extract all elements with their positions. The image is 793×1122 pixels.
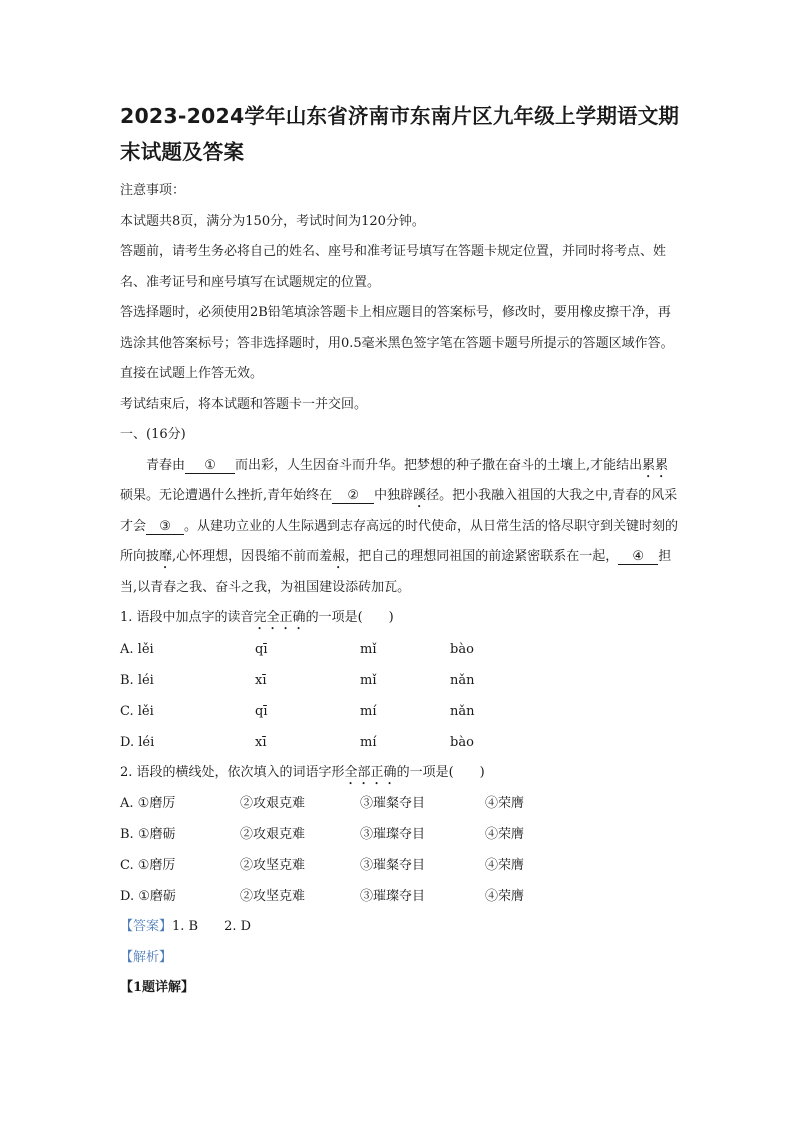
q1-option-a xyxy=(120,634,680,665)
option-value: mí xyxy=(360,703,377,719)
option-value: lěi xyxy=(137,641,154,657)
option-value: nǎn xyxy=(450,672,475,688)
option-value: ①磨厉 xyxy=(137,796,176,811)
answer-text: 1. B 2. D xyxy=(172,919,252,934)
document-title: 2023-2024学年山东省济南市东南片区九年级上学期语文期末试题及答案 xyxy=(120,104,680,164)
option-value: ④荣膺 xyxy=(485,889,525,904)
option-value: bào xyxy=(450,641,474,657)
q1-option-b xyxy=(120,665,680,696)
q1-option-d xyxy=(120,727,680,758)
option-value: mǐ xyxy=(360,641,377,657)
blank-1: ① xyxy=(185,458,235,474)
blank-3: ③ xyxy=(146,519,184,535)
option-value: ④荣膺 xyxy=(485,827,525,842)
q2-option-a xyxy=(120,788,680,819)
analysis-tag: 【解析】 xyxy=(120,949,173,965)
note-3: 答选择题时，必须使用2B铅笔填涂答题卡上相应题目的答案标号，修改时，要用橡皮擦干净，再选涂其他答案标号；答非选择题时，用0.5毫米黑色签字笔在答题卡题号所提示的答题区域作答。直接在试题上作答无效。 xyxy=(120,305,674,381)
option-label: D. xyxy=(120,734,135,750)
option-value: lěi xyxy=(137,703,154,719)
passage-text: ，把自己的理想同祖国的前途紧密联系在一起， xyxy=(345,549,619,564)
option-label: C. xyxy=(120,858,134,873)
note-1: 本试题共8页，满分为150分，考试时间为120分钟。 xyxy=(120,213,425,229)
option-value: léi xyxy=(138,734,155,750)
dotted-char: 靡 xyxy=(159,549,173,564)
option-value: mí xyxy=(360,734,377,750)
option-value: ③璀粲夺目 xyxy=(360,796,426,811)
passage-text: 径。把小我融入祖国的大我之中,青春的风采才会 xyxy=(120,488,678,534)
q2-option-b xyxy=(120,819,680,850)
question-text: 1. 语段中加点字的读音 xyxy=(120,610,254,625)
question-2 xyxy=(120,758,680,789)
option-value: ③璀璨夺目 xyxy=(360,889,426,904)
passage-text: 硕果。无论遭遇什么挫折,青年始终在 xyxy=(120,488,333,503)
option-label: A. xyxy=(120,641,134,657)
option-value: nǎn xyxy=(450,703,475,719)
blank-4: ④ xyxy=(618,549,658,565)
passage-text: 青春由 xyxy=(146,457,186,473)
dotted-char: 累累 xyxy=(642,457,669,473)
q2-option-c xyxy=(120,850,680,881)
option-label: A. xyxy=(120,796,134,811)
passage-text: 而出彩，人生因奋斗而升华。把梦想的种子撒在奋斗的土壤上,才能结出 xyxy=(235,457,643,473)
passage-text: 担当,以青春之我、奋斗之我，为祖国建设添砖加瓦。 xyxy=(120,549,672,595)
detail-heading: 【1题详解】 xyxy=(120,980,195,995)
option-value: xī xyxy=(255,672,267,688)
note-2: 答题前，请考生务必将自己的姓名、座号和准考证号填写在答题卡规定位置，并同时将考点、姓名、准考证号和座号填写在试题规定的位置。 xyxy=(120,244,667,290)
question-1 xyxy=(120,603,680,634)
option-value: ③璀粲夺目 xyxy=(360,858,426,873)
option-value: ①磨砺 xyxy=(138,889,176,904)
option-value: ③璀璨夺目 xyxy=(360,827,426,842)
note-4: 考试结束后，将本试题和答题卡一并交回。 xyxy=(120,396,368,412)
answer-line xyxy=(120,912,680,943)
option-label: C. xyxy=(120,703,134,719)
question-text: 的一项是( ) xyxy=(396,764,485,780)
passage-text: 。从建功立业的人生际遇到志存高远的时代使命，从日常生活的恪尽职守到关键时刻的所向披 xyxy=(120,518,679,564)
option-value: ①磨厉 xyxy=(137,858,176,873)
question-text: 2. 语段的横线处，依次填入的词语字形 xyxy=(120,764,345,780)
document-page xyxy=(120,98,680,1004)
dotted-text: 完全正确 xyxy=(253,610,306,625)
q2-option-d xyxy=(120,881,680,912)
q1-option-c xyxy=(120,696,680,727)
option-value: léi xyxy=(137,672,154,688)
question-text: 的一项是( ) xyxy=(305,610,394,625)
blank-2: ② xyxy=(332,488,374,504)
option-value: ②攻坚克难 xyxy=(240,858,306,873)
option-value: ②攻艰克难 xyxy=(240,796,306,811)
option-value: bào xyxy=(450,734,474,750)
option-value: qī xyxy=(255,703,268,719)
option-value: ②攻坚克难 xyxy=(240,889,306,904)
option-value: xī xyxy=(255,734,267,750)
option-value: ④荣膺 xyxy=(485,796,525,811)
analysis-line xyxy=(120,943,680,974)
section-heading: 一、(16分) xyxy=(120,427,186,442)
option-label: B. xyxy=(120,672,134,688)
option-label: D. xyxy=(120,889,135,904)
option-value: ④荣膺 xyxy=(485,858,525,873)
answer-tag: 【答案】 xyxy=(120,919,173,934)
option-value: mǐ xyxy=(360,672,377,688)
dotted-char: 赧 xyxy=(332,549,346,564)
notes-heading: 注意事项： xyxy=(120,183,186,198)
option-label: B. xyxy=(120,827,134,842)
dotted-text: 全部正确 xyxy=(344,764,397,780)
dotted-char: 蹊 xyxy=(413,488,427,503)
passage xyxy=(120,451,680,604)
option-value: ①磨砺 xyxy=(137,827,176,842)
passage-text: ,心怀理想，因畏缩不前而羞 xyxy=(172,549,333,564)
option-value: qī xyxy=(255,641,268,657)
passage-text: 中独辟 xyxy=(374,488,414,503)
option-value: ②攻艰克难 xyxy=(240,827,306,842)
